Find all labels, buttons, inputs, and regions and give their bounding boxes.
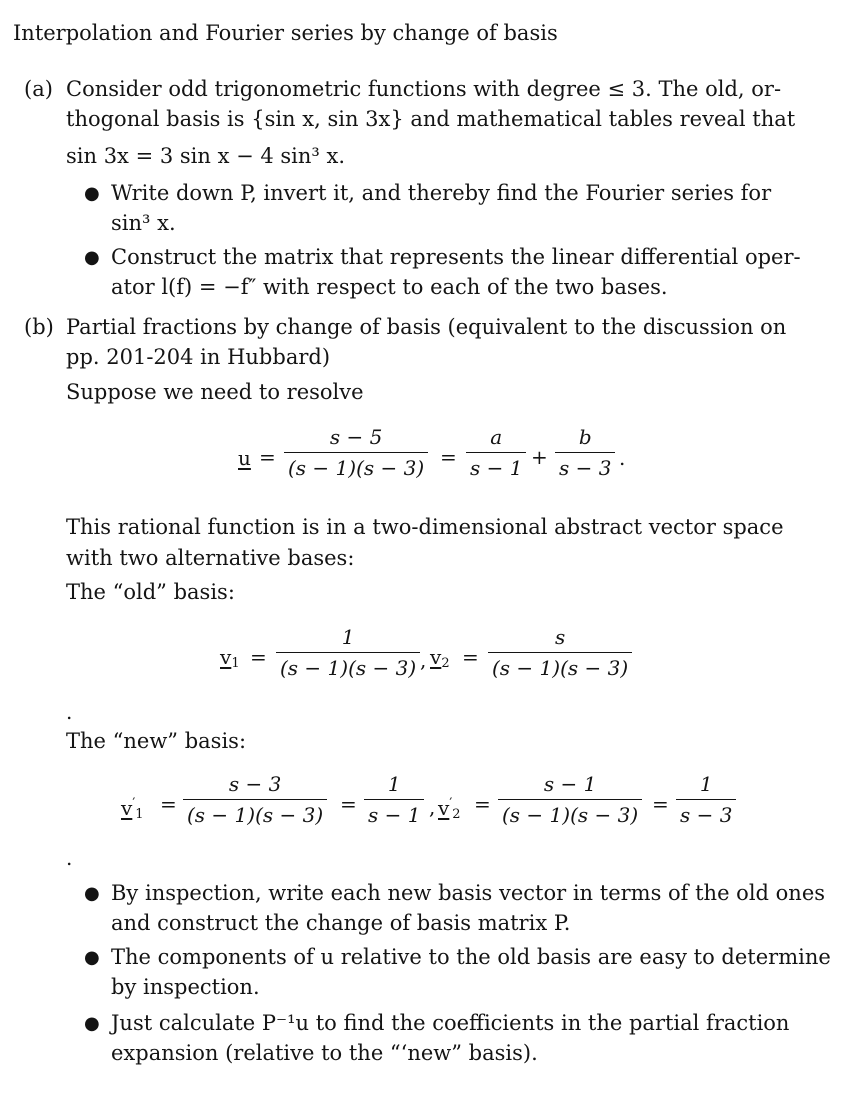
eq-u-fraction-1 [284,425,428,480]
bullet-icon: ● [84,1013,100,1034]
part-a-bullet-1-line-1: Write down P, invert it, and thereby find the Fourier series for [111,181,772,205]
denominator: (s − 1)(s − 3) [183,799,327,827]
part-a-bullet-2-line-2: ator l(f) = −f″ with respect to each of the two bases. [111,275,668,299]
period: . [619,446,626,470]
equals-sign: = [340,792,357,816]
part-b-label: (b) [24,315,54,339]
eq-new-v2-prime: $v'_2$ [438,796,461,822]
equals-sign: = [474,792,491,816]
bullet-icon: ● [84,183,100,204]
denominator: (s − 1)(s − 3) [276,652,420,680]
part-a-line-3: sin 3x = 3 sin x − 4 sin³ x. [66,144,346,168]
comma: , [429,795,436,819]
part-b-para2-line-1: This rational function is in a two-dimensional abstract vector space [66,515,784,539]
numerator: s [554,625,566,649]
part-b-bullet-2-line-2: by inspection. [111,975,260,999]
numerator: 1 [387,772,401,796]
numerator: b [578,425,592,449]
part-b-bullet-1-line-1: By inspection, write each new basis vector in terms of the old ones [111,881,826,905]
eq-old-v2: $v_2$ [430,645,450,671]
numerator: s − 5 [329,425,383,449]
part-a-line-1: Consider odd trigonometric functions with degree ≤ 3. The old, or- [66,77,782,101]
eq-old-v1: $v_1$ [220,645,240,671]
equals-sign: = [259,445,276,469]
part-a-line-2: thogonal basis is {sin x, sin 3x} and mathematical tables reveal that [66,107,796,131]
part-b-bullet-2-line-1: The components of u relative to the old basis are easy to determine [111,945,831,969]
part-a-bullet-2-line-1: Construct the matrix that represents the linear differential oper- [111,245,801,269]
denominator: s − 1 [466,452,526,480]
numerator: s − 1 [543,772,597,796]
dot-mark: . [66,846,73,870]
denominator: (s − 1)(s − 3) [284,452,428,480]
equals-sign: = [160,792,177,816]
part-b-bullet-1-line-2: and construct the change of basis matrix P. [111,911,571,935]
equals-sign: = [440,445,457,469]
part-b-bullet-3-line-2: expansion (relative to the “‘new” basis). [111,1041,538,1065]
dot-mark: . [66,700,73,724]
page-title: Interpolation and Fourier series by change of basis [13,21,558,45]
numerator: a [490,425,503,449]
eq-new-v2p-fraction [498,772,642,827]
eq-new-v1p-simplified [364,772,424,827]
bullet-icon: ● [84,947,100,968]
part-b-line-1: Partial fractions by change of basis (equivalent to the discussion on [66,315,787,339]
denominator: s − 3 [676,799,736,827]
equals-sign: = [652,792,669,816]
eq-u-fraction-3 [555,425,615,480]
eq-new-v2p-simplified [676,772,736,827]
plus-sign: + [531,445,548,469]
comma: , [420,648,427,672]
part-b-para2-line-3: The “old” basis: [66,580,235,604]
eq-old-v1-fraction [276,625,420,680]
bullet-icon: ● [84,883,100,904]
numerator: 1 [341,625,355,649]
eq-new-v1-prime: $v'_1$ [121,796,144,822]
denominator: (s − 1)(s − 3) [488,652,632,680]
eq-new-v1p-fraction [183,772,327,827]
part-a-label: (a) [24,77,53,101]
part-a-bullet-1-line-2: sin³ x. [111,211,176,235]
denominator: s − 1 [364,799,424,827]
eq-old-v2-fraction [488,625,632,680]
new-basis-label: The “new” basis: [66,729,247,753]
denominator: (s − 1)(s − 3) [498,799,642,827]
part-b-bullet-3-line-1: Just calculate P⁻¹u to find the coefficients in the partial fraction [111,1011,790,1035]
eq-u-fraction-2 [466,425,526,480]
numerator: 1 [699,772,713,796]
bullet-icon: ● [84,247,100,268]
part-b-line-3: Suppose we need to resolve [66,380,364,404]
part-b-line-2: pp. 201-204 in Hubbard) [66,345,331,369]
eq-u-lhs: u [238,446,251,470]
equals-sign: = [462,645,479,669]
denominator: s − 3 [555,452,615,480]
equals-sign: = [250,645,267,669]
numerator: s − 3 [228,772,282,796]
part-b-para2-line-2: with two alternative bases: [66,546,355,570]
